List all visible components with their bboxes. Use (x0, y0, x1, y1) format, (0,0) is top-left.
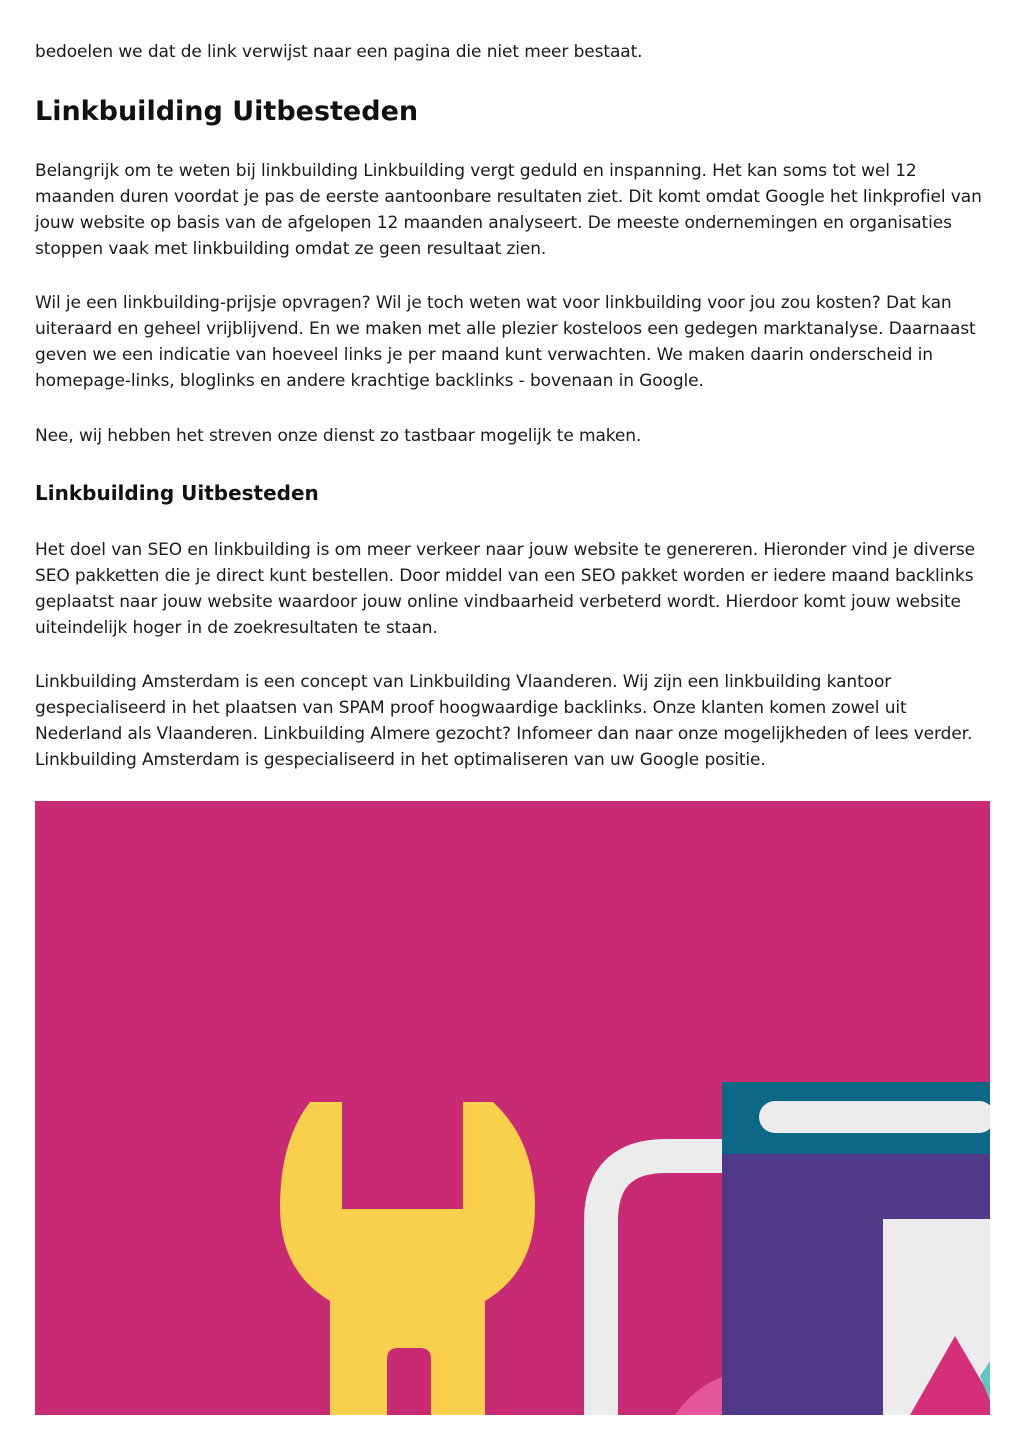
wrench-slot (387, 1348, 431, 1415)
paragraph-patience: Belangrijk om te weten bij linkbuilding Linkbuilding vergt geduld en inspanning. Het kan soms tot wel 12 maanden duren voordat je pas de eerste aantoonbare resultaten ziet. Dit komt omdat Google het linkprofiel van jouw website op basis van de afgelopen 12 maanden analyseert. De meeste ondernemingen en organisaties stoppen vaak met linkbuilding omdat ze geen resultaat zien. (35, 161, 982, 259)
panel-pill (759, 1101, 990, 1133)
section-heading-primary: Linkbuilding Uitbesteden (35, 96, 419, 127)
section-heading-secondary: Linkbuilding Uitbesteden (35, 481, 319, 505)
paragraph-intro-tail: bedoelen we dat de link verwijst naar een pagina die niet meer bestaat. (35, 42, 643, 62)
paragraph-linkbuilding-amsterdam: Linkbuilding Amsterdam is een concept van Linkbuilding Vlaanderen. Wij zijn een linkbuilding kantoor gespecialiseerd in het plaatsen van SPAM proof hoogwaardige backlinks. Onze klanten komen zowel uit Nederland als Vlaanderen. Linkbuilding Almere gezocht? Infomeer dan naar onze mogelijkheden of lees verder. Linkbuilding Amsterdam is gespecialiseerd in het optimaliseren van uw Google positie. (35, 672, 973, 770)
paragraph-seo-goal: Het doel van SEO en linkbuilding is om meer verkeer naar jouw website te genereren. Hieronder vind je diverse SEO pakketten die je direct kunt bestellen. Door middel van een SEO pakket worden er iedere maand backlinks geplaatst naar jouw website waardoor jouw online vindbaarheid verbeterd wordt. Hierdoor komt jouw website uiteindelijk hoger in de zoekresultaten te staan. (35, 540, 975, 638)
seo-illustration-image (35, 801, 990, 1415)
paragraph-tangible: Nee, wij hebben het streven onze dienst zo tastbaar mogelijk te maken. (35, 426, 642, 446)
paragraph-pricing: Wil je een linkbuilding-prijsje opvragen? Wil je toch weten wat voor linkbuilding voor jou zou kosten? Dat kan uiteraard en geheel vrijblijvend. En we maken met alle plezier kosteloos een gedegen marktanalyse. Daarnaast geven we een indicatie van hoeveel links je per maand kunt verwachten. We maken daarin onderscheid in homepage-links, bloglinks en andere krachtige backlinks - bovenaan in Google. (35, 293, 976, 391)
